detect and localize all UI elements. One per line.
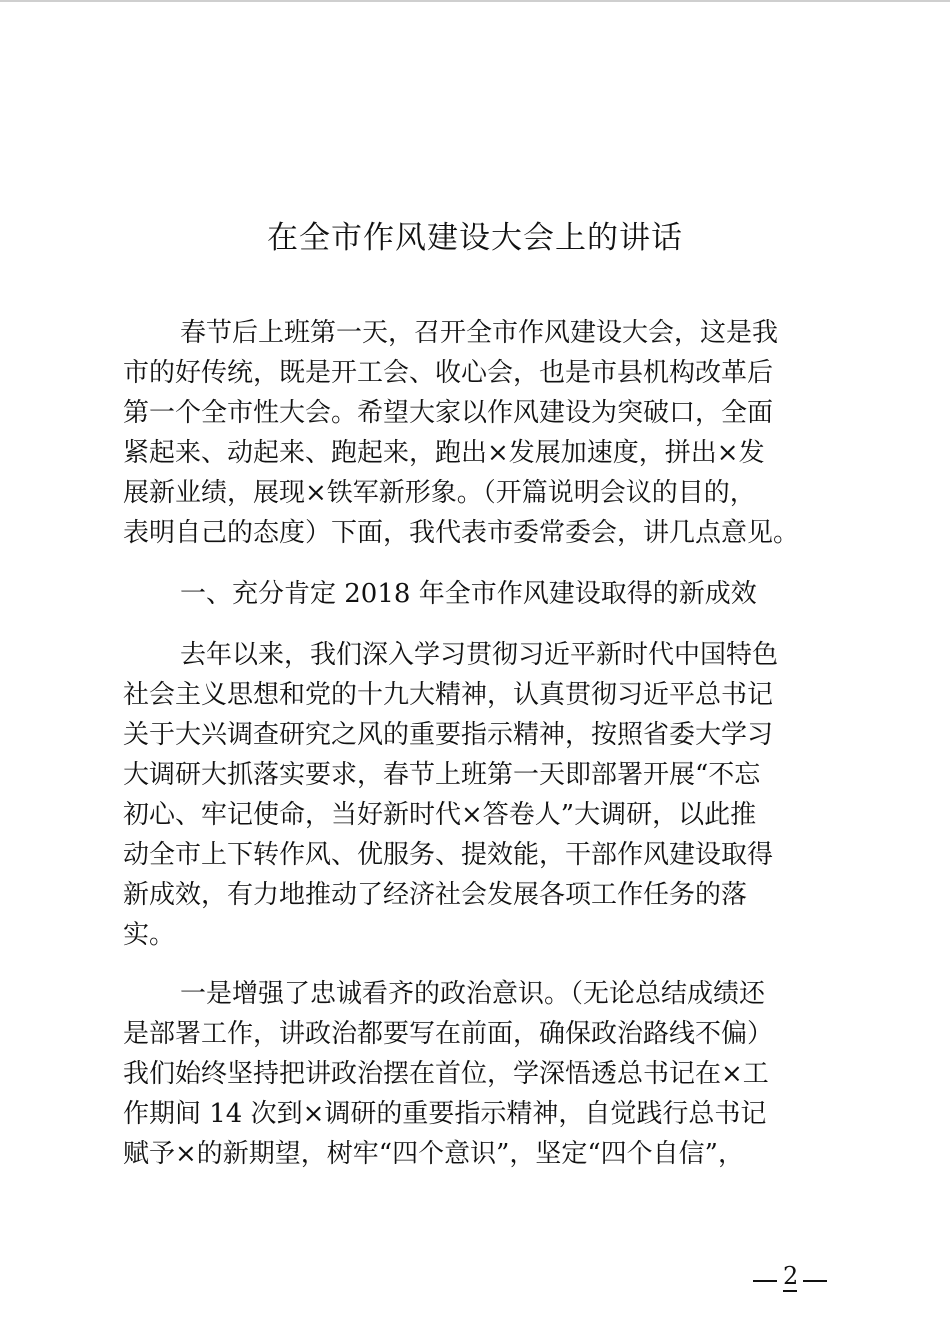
body-line: 作期间 14 次到×调研的重要指示精神，自觉践行总书记 <box>123 1099 767 1129</box>
body-line: 初心、牢记使命，当好新时代×答卷人”大调研，以此推 <box>123 800 757 830</box>
body-line: 市的好传统，既是开工会、收心会，也是市县机构改革后 <box>123 358 774 388</box>
body-line: 动全市上下转作风、优服务、提效能，干部作风建设取得 <box>123 840 774 870</box>
body-line: 一是增强了忠诚看齐的政治意识。（无论总结成绩还 <box>180 979 766 1009</box>
body-line: 大调研大抓落实要求，春节上班第一天即部署开展“不忘 <box>123 760 761 790</box>
top-rule <box>0 0 950 2</box>
body-line: 紧起来、动起来、跑起来，跑出×发展加速度，拼出×发 <box>123 438 765 468</box>
page-footer <box>745 1262 835 1292</box>
body-line: 实。 <box>123 920 176 950</box>
body-line: 关于大兴调查研究之风的重要指示精神，按照省委大学习 <box>123 720 774 750</box>
body-line: 我们始终坚持把讲政治摆在首位，学深悟透总书记在×工 <box>123 1059 769 1089</box>
body-line: 去年以来，我们深入学习贯彻习近平新时代中国特色 <box>180 640 779 670</box>
body-line: 社会主义思想和党的十九大精神，认真贯彻习近平总书记 <box>123 680 774 710</box>
footer-dash-right <box>803 1280 827 1282</box>
body-line: 新成效，有力地推动了经济社会发展各项工作任务的落 <box>123 880 748 910</box>
body-line: 春节后上班第一天，召开全市作风建设大会，这是我 <box>180 318 779 348</box>
body-line: 第一个全市性大会。希望大家以作风建设为突破口，全面 <box>123 398 774 428</box>
section-heading: 一、充分肯定 2018 年全市作风建设取得的新成效 <box>180 579 757 609</box>
body-line: 表明自己的态度）下面，我代表市委常委会，讲几点意见。 <box>123 518 800 548</box>
body-line: 展新业绩，展现×铁军新形象。（开篇说明会议的目的， <box>123 478 756 508</box>
body-line: 是部署工作，讲政治都要写在前面，确保政治路线不偏） <box>123 1019 774 1049</box>
footer-dash-left <box>753 1280 777 1282</box>
page-number: 2 <box>783 1262 799 1290</box>
page-title: 在全市作风建设大会上的讲话 <box>267 220 683 256</box>
body-line: 赋予×的新期望，树牢“四个意识”，坚定“四个自信”， <box>123 1139 744 1169</box>
